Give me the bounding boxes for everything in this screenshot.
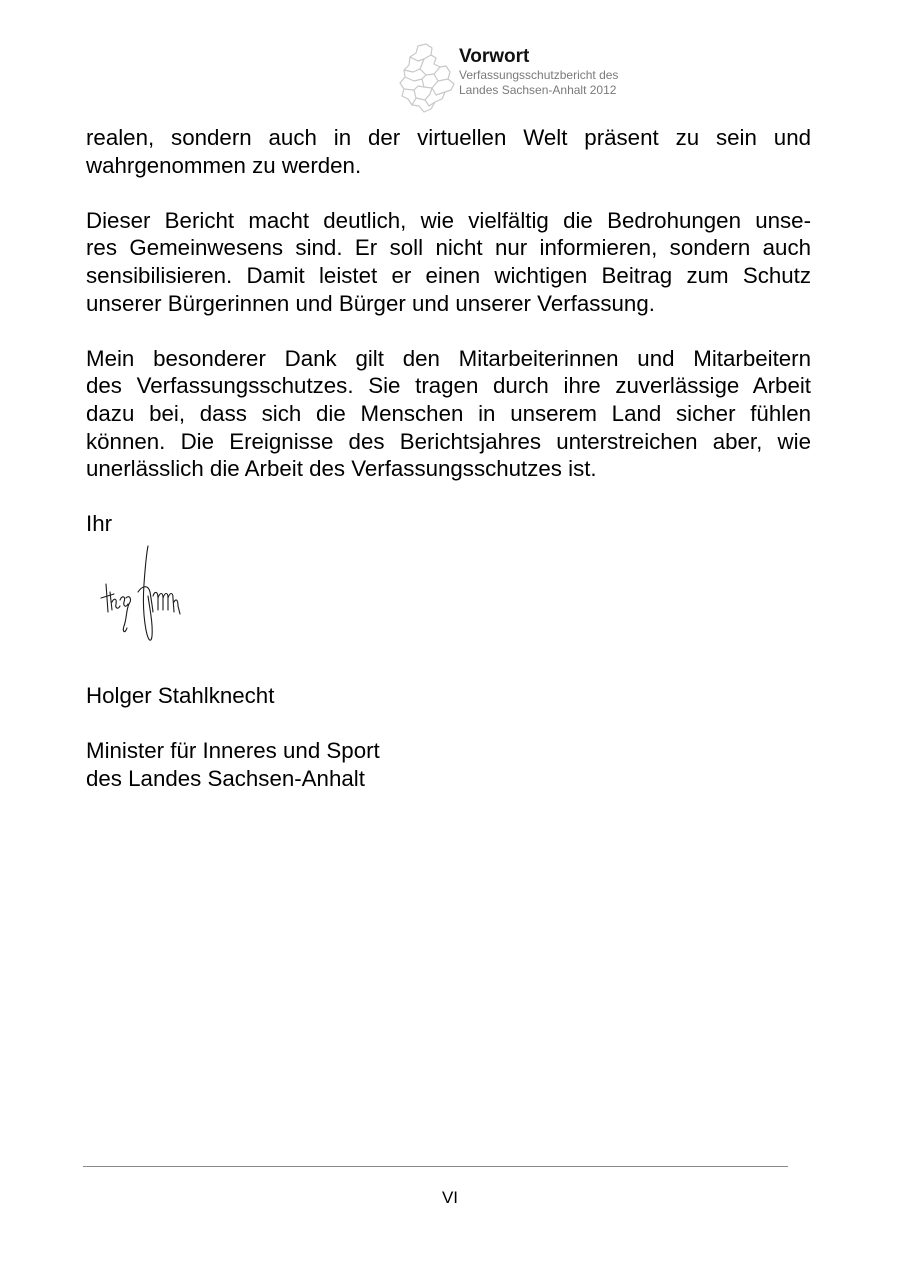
page-number: VI — [441, 1188, 459, 1207]
paragraph-line: sensibilisieren. Damit leistet er einen wichtigen Beitrag zum Schutz — [86, 262, 811, 288]
paragraph-1 — [86, 124, 811, 179]
paragraph-line: Dieser Bericht macht deutlich, wie vielfältig die Bedrohungen unse- — [86, 207, 811, 233]
sachsen-anhalt-map-icon — [396, 42, 458, 114]
paragraph-line: realen, sondern auch in der virtuellen Welt präsent zu sein und — [86, 125, 811, 150]
paragraph-line: können. Die Ereignisse des Berichtsjahres unterstreichen aber, wie — [86, 428, 811, 454]
paragraph-line: Mein besonderer Dank gilt den Mitarbeiterinnen und Mitarbeitern — [86, 345, 811, 371]
header-subtitle-line-2: Landes Sachsen-Anhalt 2012 — [459, 82, 617, 97]
paragraph-line: dazu bei, dass sich die Menschen in unserem Land sicher fühlen — [86, 400, 811, 426]
paragraph-3 — [86, 345, 811, 483]
header-subtitle — [459, 68, 618, 97]
paragraph-line: des Verfassungsschutzes. Sie tragen durch ihre zuverlässige Arbeit — [86, 373, 811, 399]
signatory-title-line-1: Minister für Inneres und Sport — [86, 738, 380, 763]
footer-divider — [83, 1166, 788, 1167]
main-content — [86, 124, 811, 538]
handwritten-signature — [96, 540, 186, 650]
paragraph-line: res Gemeinwesens sind. Er soll nicht nur informieren, sondern auch — [86, 235, 811, 261]
paragraph-line: wahrgenommen zu werden. — [86, 152, 362, 178]
signatory-name: Holger Stahlknecht — [86, 683, 275, 708]
paragraph-line: unerlässlich die Arbeit des Verfassungsschutzes ist. — [86, 456, 597, 482]
header-subtitle-line-1: Verfassungsschutzbericht des — [459, 68, 619, 82]
signatory-title — [86, 737, 380, 792]
header-title: Vorwort — [459, 46, 530, 67]
paragraph-2 — [86, 207, 811, 317]
signatory-title-line-2: des Landes Sachsen-Anhalt — [86, 765, 365, 791]
page-header — [396, 42, 696, 122]
paragraph-line: unserer Bürgerinnen und Bürger und unserer Verfassung. — [86, 290, 655, 316]
closing-salutation: Ihr — [86, 511, 113, 537]
